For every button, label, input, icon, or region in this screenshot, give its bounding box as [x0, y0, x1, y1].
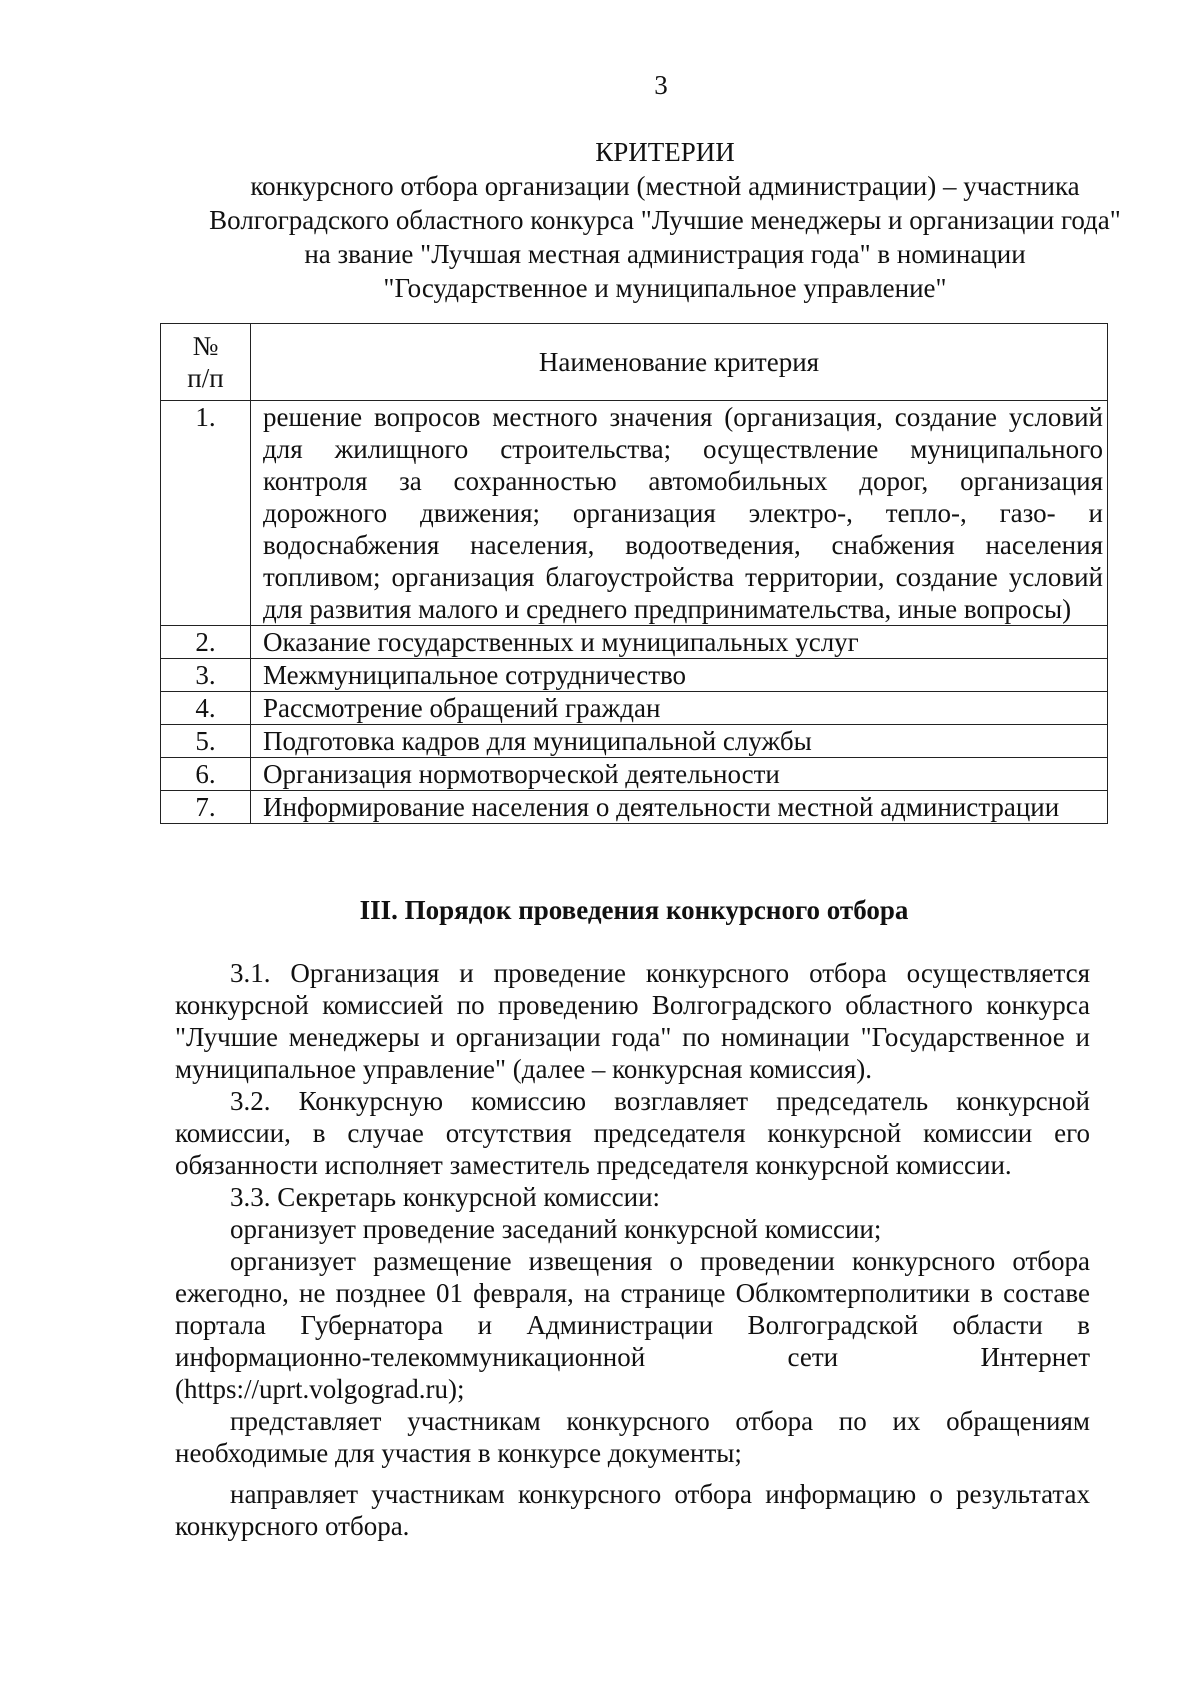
paragraph-3-3: 3.3. Секретарь конкурсной комиссии: — [230, 1182, 661, 1212]
row-name: Оказание государственных и муниципальных услуг — [251, 626, 1108, 659]
criteria-title-block — [165, 135, 1165, 305]
header-name: Наименование критерия — [251, 324, 1108, 401]
row-name: решение вопросов местного значения (организация, создание условий для жилищного строительства; осуществление муниципального контроля за сохранностью автомобильных дорог, организация дорожного движения; организация электро-, тепло-, газо- и водоснабжения населения, водоотведения, снабжения населения топливом; организация благоустройства территории, создание условий для развития малого и среднего предпринимательства, иные вопросы) — [251, 401, 1108, 626]
table-row — [161, 659, 1108, 692]
criteria-table — [160, 323, 1108, 824]
row-name: Организация нормотворческой деятельности — [251, 758, 1108, 791]
paragraph-duty-1: организует проведение заседаний конкурсной комиссии; — [230, 1214, 882, 1244]
paragraph-3-1: 3.1. Организация и проведение конкурсного отбора осуществляется конкурсной комиссией по проведению Волгоградского областного конкурса "Лучшие менеджеры и организации года" по номинации "Государственное и муниципальное управление" (далее – конкурсная комиссия). — [175, 958, 1090, 1084]
header-number — [161, 324, 251, 401]
row-name: Рассмотрение обращений граждан — [251, 692, 1108, 725]
row-number: 7. — [161, 791, 251, 824]
criteria-subtitle-line-1: конкурсного отбора организации (местной администрации) – участника — [250, 171, 1080, 201]
row-number: 4. — [161, 692, 251, 725]
table-row — [161, 692, 1108, 725]
criteria-subtitle-line-3: на звание "Лучшая местная администрация года" в номинации — [304, 239, 1026, 269]
table-row — [161, 791, 1108, 824]
row-number: 2. — [161, 626, 251, 659]
row-name: Подготовка кадров для муниципальной службы — [251, 725, 1108, 758]
row-number: 1. — [161, 401, 251, 626]
row-number: 3. — [161, 659, 251, 692]
page-number: 3 — [654, 70, 668, 100]
paragraph-3-2: 3.2. Конкурсную комиссию возглавляет председатель конкурсной комиссии, в случае отсутствия председателя конкурсной комиссии его обязанности исполняет заместитель председателя конкурсной комиссии. — [175, 1086, 1090, 1180]
paragraph-duty-2: организует размещение извещения о проведении конкурсного отбора ежегодно, не позднее 01 февраля, на странице Облкомтерполитики в составе портала Губернатора и Администрации Волгоградской области в информационно-телекоммуникационной сети Интернет (https://uprt.volgograd.ru); — [175, 1246, 1090, 1404]
criteria-subtitle-line-2: Волгоградского областного конкурса "Лучшие менеджеры и организации года" — [209, 205, 1121, 235]
section-body — [175, 957, 1090, 1542]
criteria-subtitle-line-4: "Государственное и муниципальное управление" — [383, 273, 947, 303]
criteria-heading: КРИТЕРИИ — [595, 137, 735, 167]
table-row — [161, 758, 1108, 791]
row-name: Межмуниципальное сотрудничество — [251, 659, 1108, 692]
paragraph-duty-4: направляет участникам конкурсного отбора информацию о результатах конкурсного отбора. — [175, 1479, 1090, 1541]
paragraph-duty-3: представляет участникам конкурсного отбора по их обращениям необходимые для участия в конкурсе документы; — [175, 1406, 1090, 1468]
table-row — [161, 626, 1108, 659]
table-header-row — [161, 324, 1108, 401]
table-row — [161, 401, 1108, 626]
section-title: III. Порядок проведения конкурсного отбора — [359, 895, 909, 925]
row-number: 5. — [161, 725, 251, 758]
row-name: Информирование населения о деятельности местной администрации — [251, 791, 1108, 824]
table-row — [161, 725, 1108, 758]
header-number-label: № п/п — [187, 331, 224, 393]
row-number: 6. — [161, 758, 251, 791]
